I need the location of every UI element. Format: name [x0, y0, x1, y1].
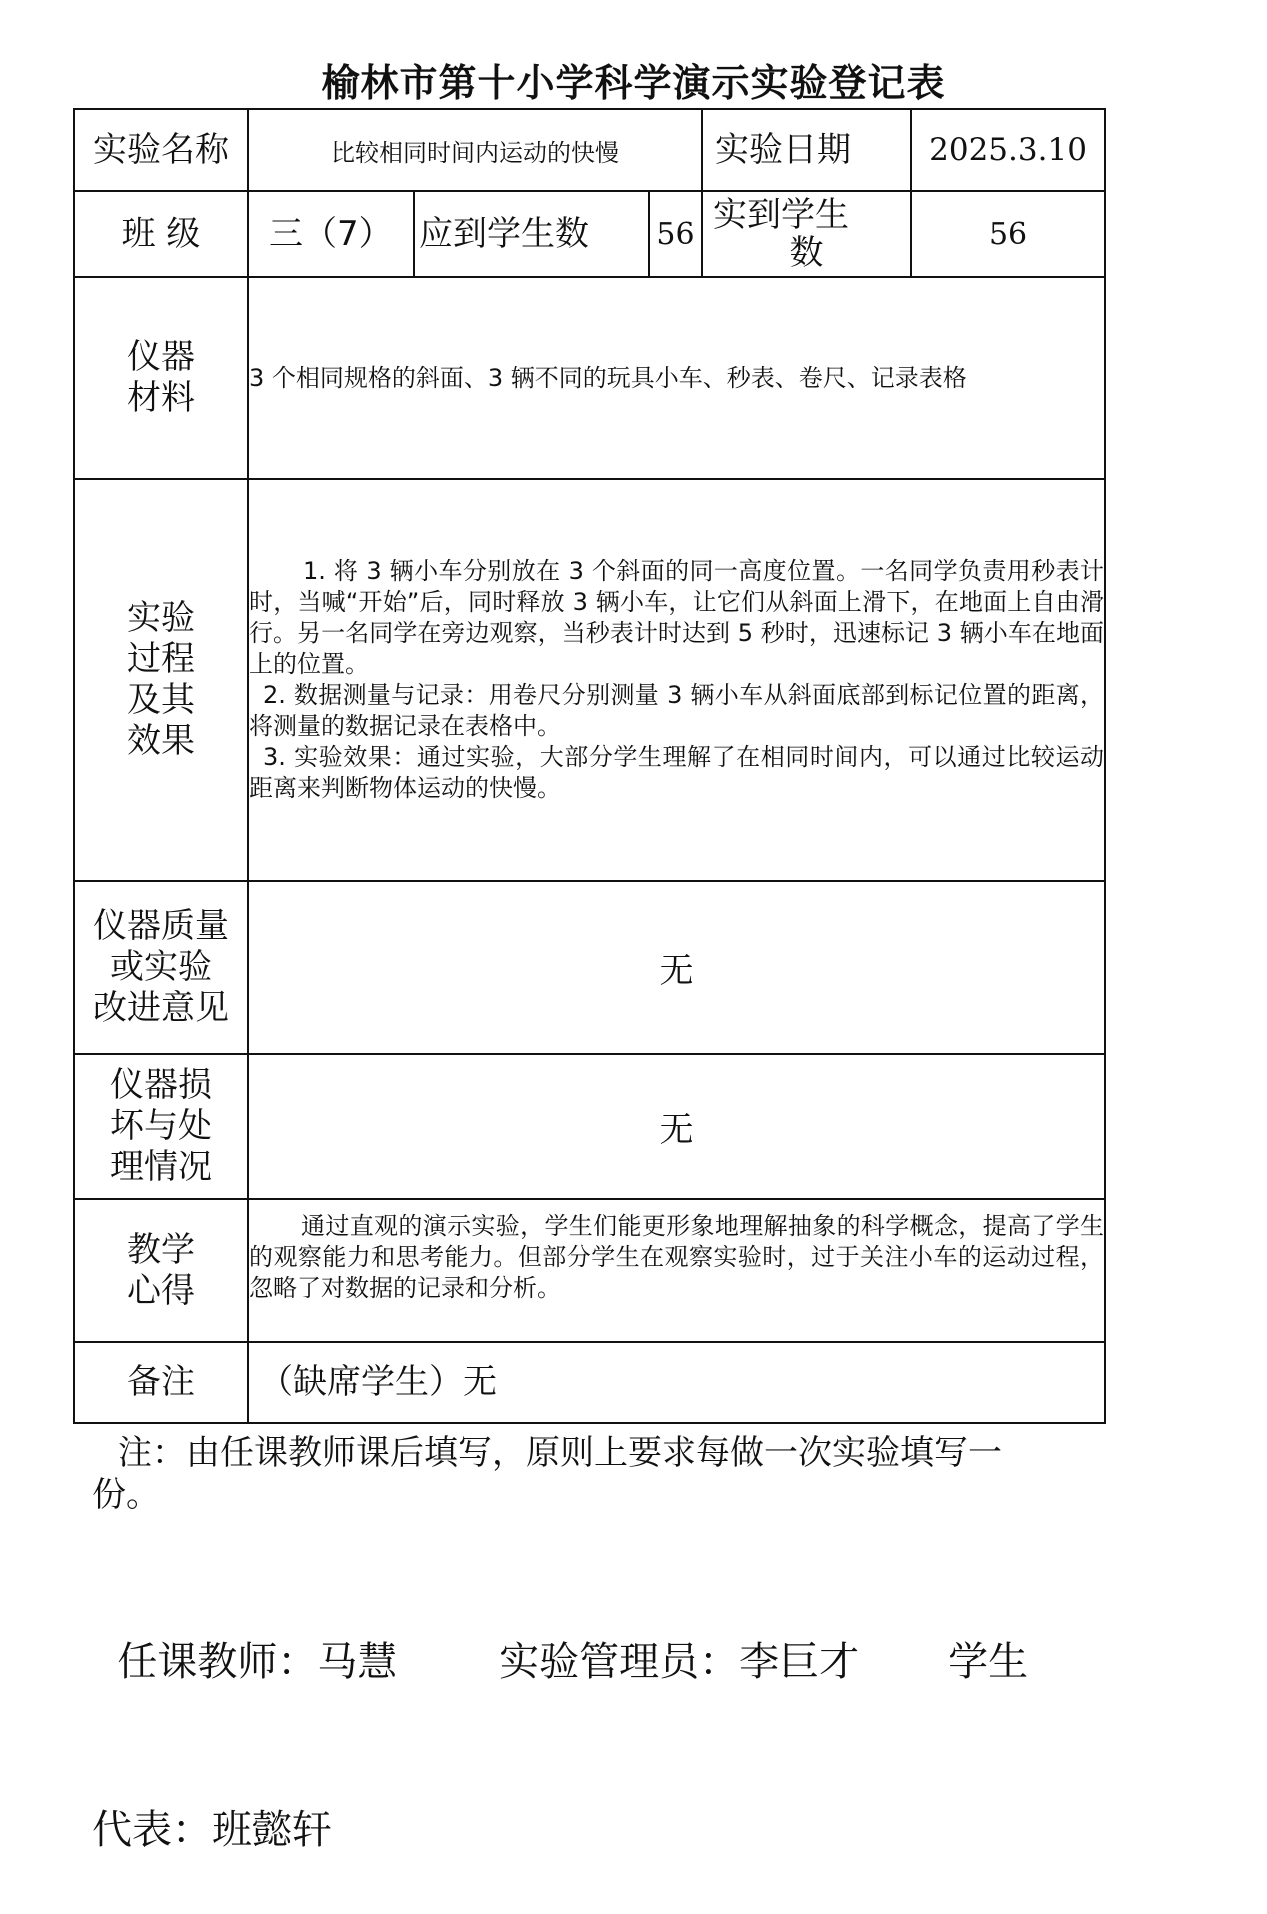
footnote-line2: 份。 — [92, 1475, 160, 1515]
experiment-name-label: 实验名称 — [74, 109, 248, 191]
signatures-line1: 任课教师：马慧 实验管理员：李巨才 学生 — [92, 1639, 1029, 1685]
reflection-value: 通过直观的演示实验，学生们能更形象地理解抽象的科学概念，提高了学生的观察能力和思考能力。但部分学生在观察实验时，过于关注小车的运动过程，忽略了对数据的记录和分析。 — [248, 1199, 1105, 1342]
footnote — [92, 1432, 1172, 1516]
row-experiment-name — [74, 109, 1105, 191]
reflection-label — [74, 1199, 248, 1342]
registration-table — [73, 108, 1106, 1424]
damage-label-line3: 理情况 — [110, 1147, 212, 1187]
actual-students-label-line1: 实到学生 — [713, 195, 850, 235]
damage-label-line2: 坏与处 — [110, 1106, 212, 1146]
row-materials — [74, 277, 1105, 479]
expected-students-value: 56 — [649, 191, 702, 277]
row-remarks — [74, 1342, 1105, 1423]
class-value: 三（7） — [248, 191, 414, 277]
footnote-line1: 注：由任课教师课后填写，原则上要求每做一次实验填写一 — [118, 1433, 1002, 1473]
form-title: 榆林市第十小学科学演示实验登记表 — [321, 61, 946, 105]
signatures-line2: 代表：班懿轩 — [92, 1807, 332, 1853]
remarks-label: 备注 — [74, 1342, 248, 1423]
reflection-label-line2: 心得 — [127, 1270, 195, 1311]
quality-label-line3: 改进意见 — [93, 988, 229, 1028]
experiment-date-value: 2025.3.10 — [911, 109, 1105, 191]
class-label: 班 级 — [74, 191, 248, 277]
actual-students-label-line2: 数 — [789, 233, 824, 273]
process-step-3: 3. 实验效果：通过实验，大部分学生理解了在相同时间内，可以通过比较运动距离来判断物体运动的快慢。 — [249, 743, 1105, 802]
expected-students-label: 应到学生数 — [414, 191, 649, 277]
process-label-line4: 效果 — [127, 721, 195, 761]
experiment-name-value: 比较相同时间内运动的快慢 — [248, 109, 702, 191]
process-label-line1: 实验 — [127, 598, 195, 638]
quality-label-line1: 仪器质量 — [93, 906, 229, 946]
row-damage — [74, 1054, 1105, 1199]
process-value — [248, 479, 1105, 881]
process-step-1: 1. 将 3 辆小车分别放在 3 个斜面的同一高度位置。一名同学负责用秒表计时，当喊“开始”后，同时释放 3 辆小车，让它们从斜面上滑下，在地面上自由滑行。另一名同学在旁边观察，当秒表计时达到 5 秒时，迅速标记 3 辆小车在地面上的位置。 — [249, 557, 1105, 678]
materials-label-line1: 仪器 — [127, 337, 195, 378]
process-label-line2: 过程 — [127, 639, 195, 679]
materials-label-line2: 材料 — [127, 378, 195, 418]
row-reflection — [74, 1199, 1105, 1342]
process-label-line3: 及其 — [127, 680, 195, 720]
remarks-value: （缺席学生）无 — [248, 1342, 1105, 1423]
damage-label-line1: 仪器损 — [110, 1065, 212, 1105]
process-step-2: 2. 数据测量与记录：用卷尺分别测量 3 辆小车从斜面底部到标记位置的距离，将测量的数据记录在表格中。 — [249, 681, 1105, 740]
actual-students-value: 56 — [911, 191, 1105, 277]
signatures — [92, 1522, 1172, 1914]
row-class — [74, 191, 1105, 277]
row-process — [74, 479, 1105, 881]
quality-label-line2: 或实验 — [110, 947, 212, 987]
materials-value: 3 个相同规格的斜面、3 辆不同的玩具小车、秒表、卷尺、记录表格 — [248, 277, 1105, 479]
quality-label — [74, 881, 248, 1054]
damage-value: 无 — [248, 1054, 1105, 1199]
actual-students-label — [702, 191, 911, 277]
materials-label — [74, 277, 248, 479]
row-quality — [74, 881, 1105, 1054]
reflection-label-line1: 教学 — [127, 1229, 195, 1270]
damage-label — [74, 1054, 248, 1199]
quality-value: 无 — [248, 881, 1105, 1054]
process-label — [74, 479, 248, 881]
experiment-date-label: 实验日期 — [702, 109, 911, 191]
